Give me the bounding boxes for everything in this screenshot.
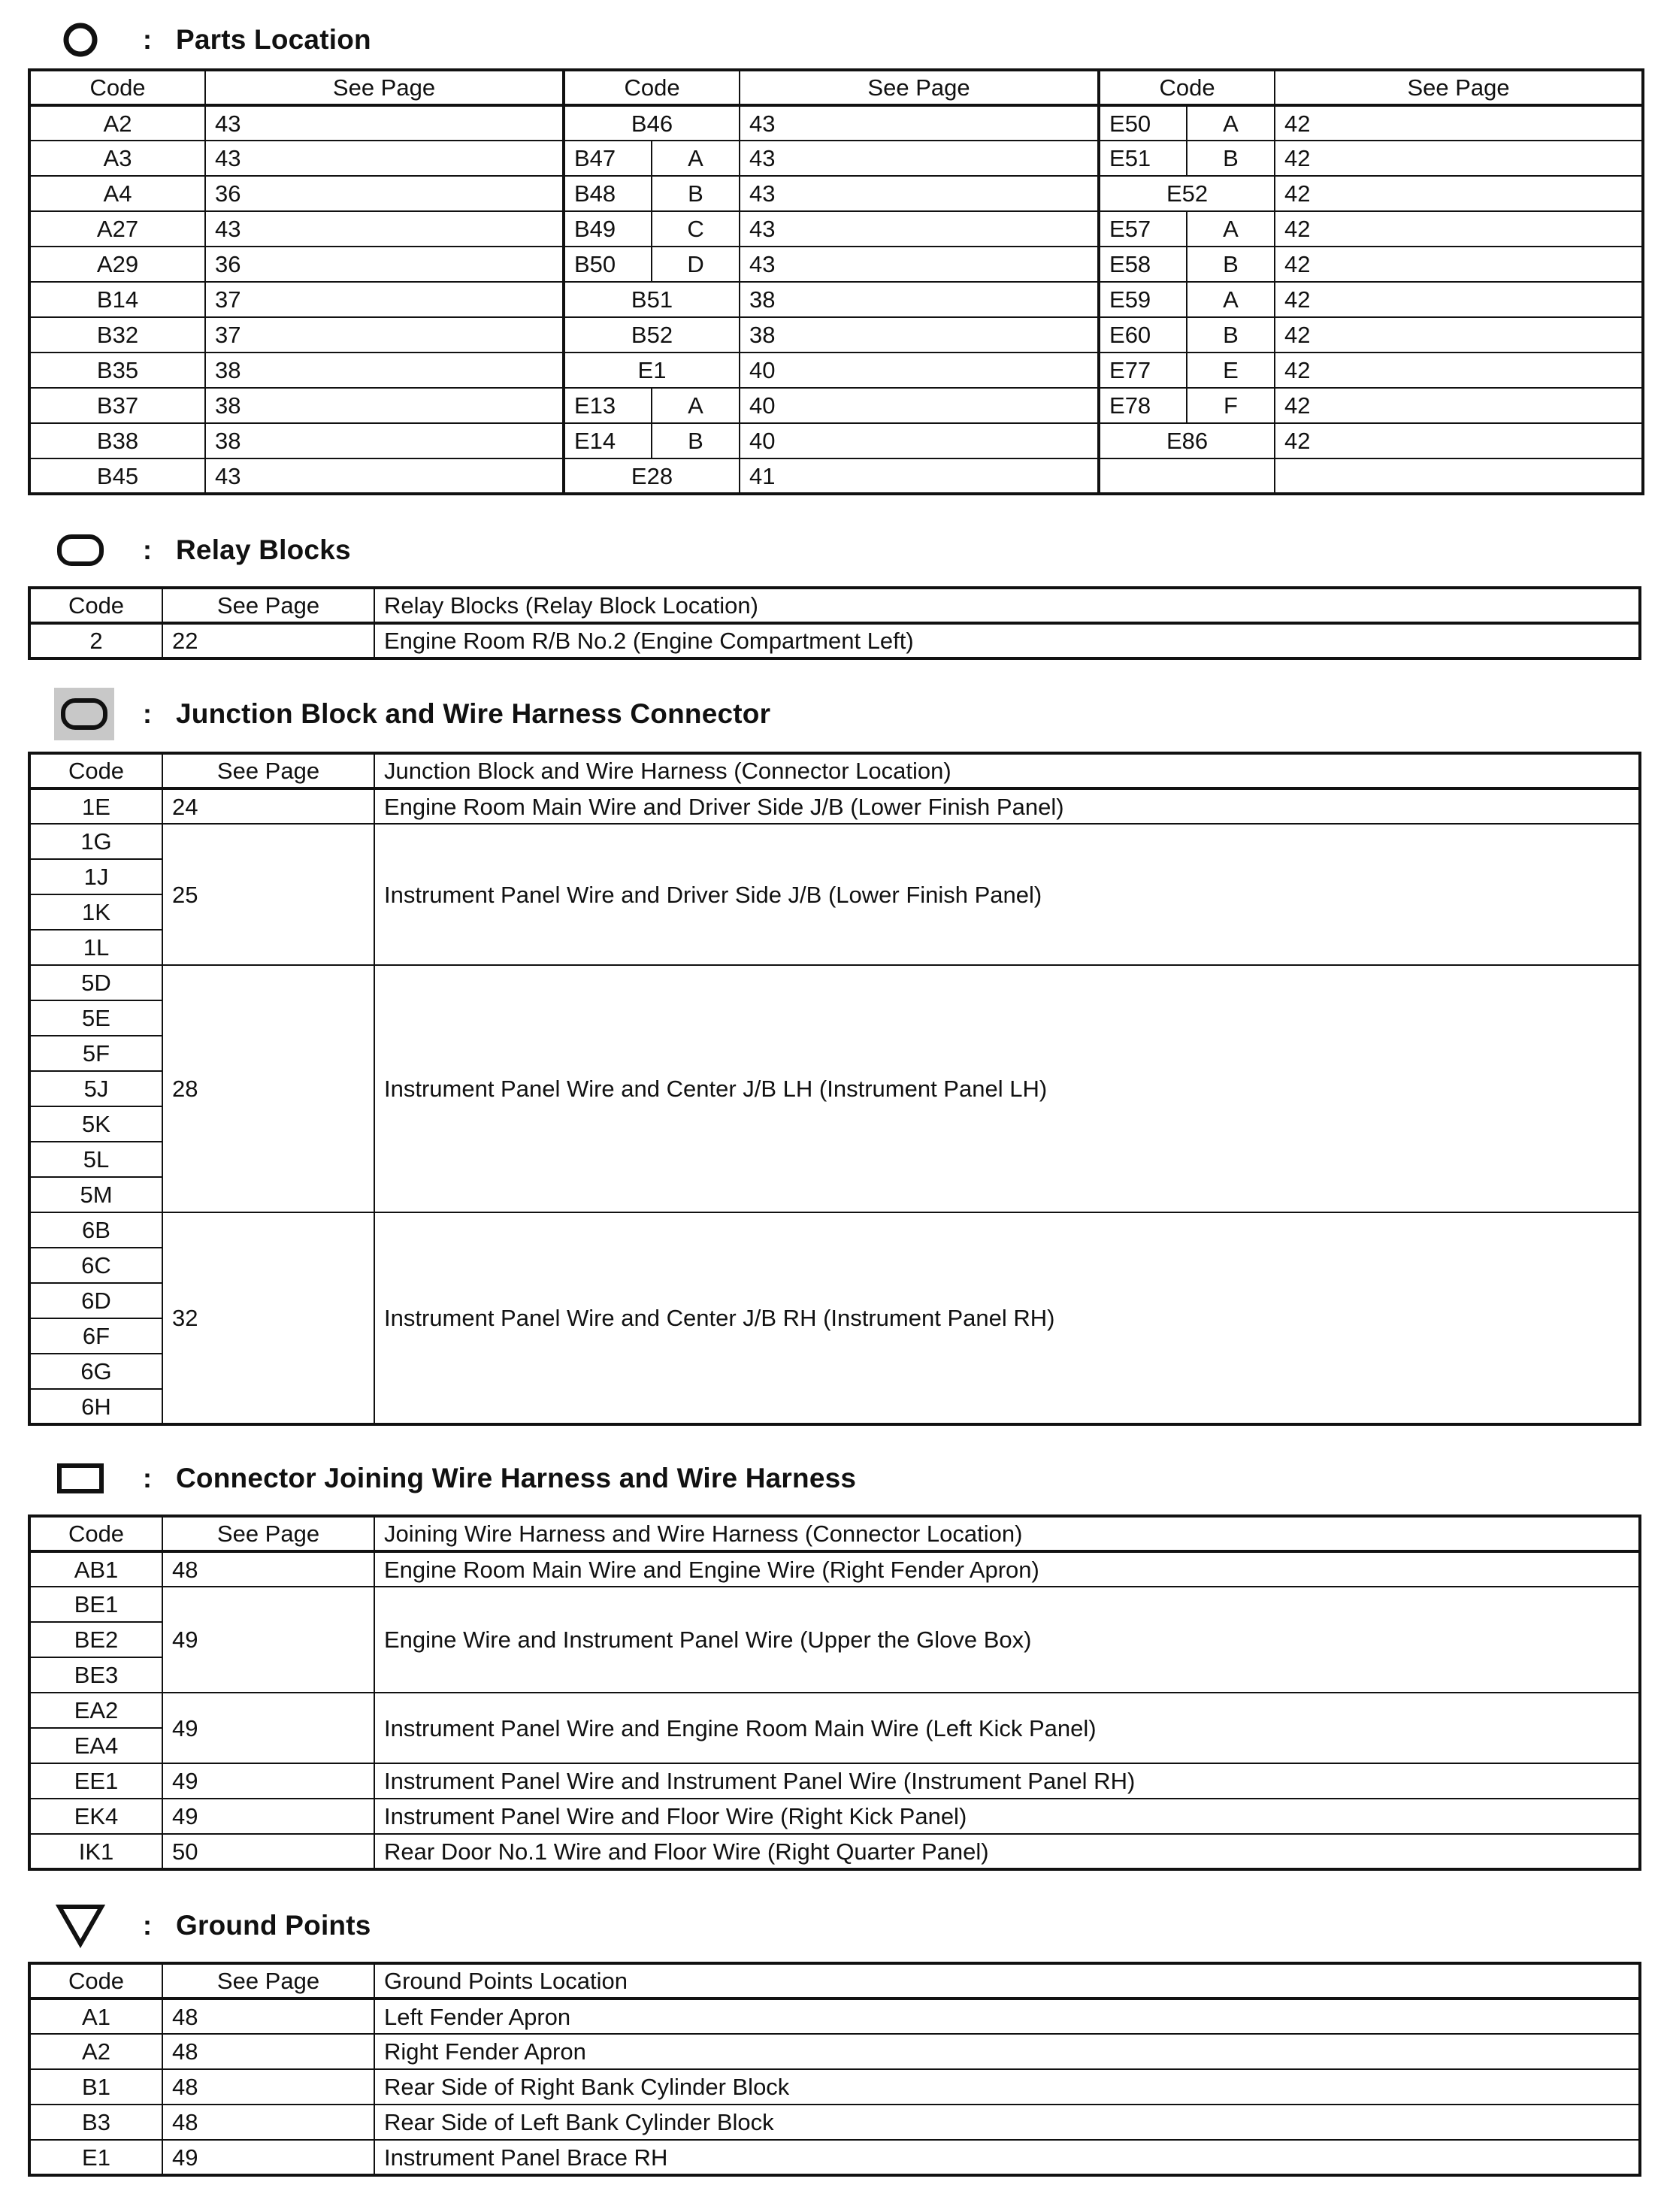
code-cell: B37 (29, 388, 205, 423)
page-cell: 32 (162, 1212, 374, 1424)
code-cell: 6B (29, 1212, 162, 1248)
code-cell: 6G (29, 1354, 162, 1389)
page-cell: 38 (740, 282, 1099, 317)
code-cell: EE1 (29, 1763, 162, 1799)
section-title: Junction Block and Wire Harness Connector (176, 698, 771, 729)
code-cell: B3 (29, 2105, 162, 2140)
column-header-description: Junction Block and Wire Harness (Connector Location) (374, 753, 1640, 788)
page-cell: 48 (162, 2105, 374, 2140)
colon: : (143, 534, 152, 565)
junction-block-table (28, 752, 1641, 1426)
parts-location-table (28, 68, 1644, 495)
page-cell: 49 (162, 1693, 374, 1763)
column-header-code: Code (29, 753, 162, 788)
code-cell: E59 (1099, 282, 1187, 317)
page-cell: 25 (162, 824, 374, 965)
page-cell: 41 (740, 458, 1099, 494)
header-row (29, 1516, 1640, 1551)
code-cell: E52 (1099, 176, 1275, 211)
description-cell: Left Fender Apron (374, 1999, 1640, 2034)
page-cell: 43 (740, 105, 1099, 141)
code-cell (1099, 458, 1275, 494)
triangle-down-icon (54, 1903, 107, 1948)
page-cell: 50 (162, 1834, 374, 1869)
code-cell: B14 (29, 282, 205, 317)
section-header-relay-blocks (54, 528, 351, 573)
code-cell: A4 (29, 176, 205, 211)
code-cell: B47 (564, 141, 652, 176)
code-cell: 1G (29, 824, 162, 859)
page-cell: 36 (205, 176, 564, 211)
table-row (29, 2069, 1640, 2105)
code-cell: A29 (29, 247, 205, 282)
code-cell: E51 (1099, 141, 1187, 176)
page-cell: 38 (740, 317, 1099, 353)
code-cell: EK4 (29, 1799, 162, 1834)
section-title: Parts Location (176, 24, 371, 55)
page-cell: 28 (162, 965, 374, 1212)
description-cell: Instrument Panel Wire and Instrument Panel Wire (Instrument Panel RH) (374, 1763, 1640, 1799)
page-cell: 43 (205, 141, 564, 176)
colon: : (143, 1910, 152, 1941)
code-cell: B45 (29, 458, 205, 494)
code-cell: 1L (29, 930, 162, 965)
table-row (29, 317, 1643, 353)
page-cell: 48 (162, 1999, 374, 2034)
table-row (29, 458, 1643, 494)
code-cell: BE2 (29, 1622, 162, 1657)
table-row (29, 1212, 1640, 1248)
page-cell: 38 (205, 388, 564, 423)
column-header-see-page: See Page (162, 588, 374, 623)
section-header-ground-points (54, 1903, 371, 1948)
rounded-rect-icon (54, 528, 107, 573)
rectangle-icon (54, 1456, 107, 1501)
code-cell: 5K (29, 1106, 162, 1142)
column-header-code: Code (1099, 70, 1275, 105)
code-cell: E77 (1099, 353, 1187, 388)
page-cell: 43 (740, 141, 1099, 176)
table-row (29, 1763, 1640, 1799)
page-cell: 40 (740, 388, 1099, 423)
sub-code-cell: B (1187, 317, 1275, 353)
column-header-description: Ground Points Location (374, 1963, 1640, 1999)
page-cell: 42 (1275, 176, 1643, 211)
code-cell: E60 (1099, 317, 1187, 353)
description-cell: Instrument Panel Wire and Driver Side J/B (Lower Finish Panel) (374, 824, 1640, 965)
page-cell: 42 (1275, 282, 1643, 317)
table-row (29, 1587, 1640, 1622)
description-cell: Instrument Panel Wire and Center J/B RH (Instrument Panel RH) (374, 1212, 1640, 1424)
description-cell: Engine Room Main Wire and Driver Side J/B (Lower Finish Panel) (374, 788, 1640, 824)
table-row (29, 282, 1643, 317)
page-cell: 49 (162, 1763, 374, 1799)
description-cell: Engine Wire and Instrument Panel Wire (Upper the Glove Box) (374, 1587, 1640, 1693)
code-cell: BE3 (29, 1657, 162, 1693)
code-cell: B46 (564, 105, 740, 141)
description-cell: Rear Door No.1 Wire and Floor Wire (Right Quarter Panel) (374, 1834, 1640, 1869)
table-row (29, 2140, 1640, 2175)
column-header-code: Code (29, 588, 162, 623)
page-cell: 42 (1275, 388, 1643, 423)
section-title: Ground Points (176, 1910, 371, 1941)
page-cell: 48 (162, 1551, 374, 1587)
table-row (29, 824, 1640, 859)
code-cell: 5J (29, 1071, 162, 1106)
table-row (29, 2034, 1640, 2069)
table-row (29, 1999, 1640, 2034)
page-cell: 42 (1275, 211, 1643, 247)
page-cell: 40 (740, 353, 1099, 388)
code-cell: E78 (1099, 388, 1187, 423)
code-cell: E1 (564, 353, 740, 388)
code-cell: E28 (564, 458, 740, 494)
code-cell: B35 (29, 353, 205, 388)
shaded-rounded-rect-icon (54, 688, 114, 740)
page-cell: 42 (1275, 141, 1643, 176)
page-cell: 40 (740, 423, 1099, 458)
column-header-description: Relay Blocks (Relay Block Location) (374, 588, 1640, 623)
code-cell: 5F (29, 1036, 162, 1071)
page-cell: 43 (740, 176, 1099, 211)
sub-code-cell: A (1187, 282, 1275, 317)
code-cell: EA4 (29, 1728, 162, 1763)
column-header-see-page: See Page (740, 70, 1099, 105)
code-cell: AB1 (29, 1551, 162, 1587)
relay-blocks-table (28, 586, 1641, 660)
description-cell: Rear Side of Right Bank Cylinder Block (374, 2069, 1640, 2105)
code-cell: B38 (29, 423, 205, 458)
description-cell: Instrument Panel Wire and Floor Wire (Right Kick Panel) (374, 1799, 1640, 1834)
page-cell: 37 (205, 317, 564, 353)
code-cell: B1 (29, 2069, 162, 2105)
colon: : (143, 698, 152, 729)
description-cell: Instrument Panel Wire and Center J/B LH (Instrument Panel LH) (374, 965, 1640, 1212)
description-cell: Engine Room R/B No.2 (Engine Compartment Left) (374, 623, 1640, 658)
column-header-see-page: See Page (205, 70, 564, 105)
table-row (29, 176, 1643, 211)
column-header-see-page: See Page (162, 1963, 374, 1999)
code-cell: 6H (29, 1389, 162, 1424)
page-cell: 43 (740, 247, 1099, 282)
sub-code-cell: D (652, 247, 740, 282)
page-cell: 24 (162, 788, 374, 824)
header-row (29, 588, 1640, 623)
page-cell: 37 (205, 282, 564, 317)
code-cell: B32 (29, 317, 205, 353)
code-cell: 5D (29, 965, 162, 1000)
colon: : (143, 24, 152, 55)
column-header-code: Code (29, 1516, 162, 1551)
code-cell: A2 (29, 105, 205, 141)
table-row (29, 423, 1643, 458)
section-title: Connector Joining Wire Harness and Wire Harness (176, 1463, 857, 1493)
page-cell: 49 (162, 2140, 374, 2175)
page-cell: 22 (162, 623, 374, 658)
code-cell: 5E (29, 1000, 162, 1036)
code-cell: B51 (564, 282, 740, 317)
page-cell: 42 (1275, 423, 1643, 458)
page-cell: 43 (205, 458, 564, 494)
code-cell: A3 (29, 141, 205, 176)
column-header-description: Joining Wire Harness and Wire Harness (Connector Location) (374, 1516, 1640, 1551)
code-cell: B50 (564, 247, 652, 282)
code-cell: E86 (1099, 423, 1275, 458)
code-cell: 2 (29, 623, 162, 658)
page-cell: 48 (162, 2034, 374, 2069)
table-row (29, 623, 1640, 658)
page-cell: 43 (740, 211, 1099, 247)
code-cell: E14 (564, 423, 652, 458)
page-cell: 43 (205, 105, 564, 141)
sub-code-cell: C (652, 211, 740, 247)
circle-icon (54, 17, 107, 62)
section-header-connector-joining (54, 1456, 856, 1501)
table-row (29, 211, 1643, 247)
sub-code-cell: B (652, 176, 740, 211)
table-row (29, 1551, 1640, 1587)
table-row (29, 1799, 1640, 1834)
code-cell: 6D (29, 1283, 162, 1318)
code-cell: 6C (29, 1248, 162, 1283)
sub-code-cell: A (652, 141, 740, 176)
page-cell: 48 (162, 2069, 374, 2105)
column-header-code: Code (564, 70, 740, 105)
ground-points-table (28, 1962, 1641, 2177)
table-row (29, 247, 1643, 282)
code-cell: E50 (1099, 105, 1187, 141)
code-cell: B49 (564, 211, 652, 247)
description-cell: Right Fender Apron (374, 2034, 1640, 2069)
code-cell: E1 (29, 2140, 162, 2175)
sub-code-cell: E (1187, 353, 1275, 388)
code-cell: 5M (29, 1177, 162, 1212)
sub-code-cell: A (1187, 211, 1275, 247)
section-header-junction-block (54, 691, 770, 737)
page-cell: 49 (162, 1587, 374, 1693)
column-header-see-page: See Page (1275, 70, 1643, 105)
table-row (29, 788, 1640, 824)
code-cell: EA2 (29, 1693, 162, 1728)
page-cell: 49 (162, 1799, 374, 1834)
column-header-code: Code (29, 70, 205, 105)
code-cell: 1E (29, 788, 162, 824)
table-row (29, 2105, 1640, 2140)
table-row (29, 105, 1643, 141)
table-row (29, 141, 1643, 176)
column-header-see-page: See Page (162, 753, 374, 788)
description-cell: Rear Side of Left Bank Cylinder Block (374, 2105, 1640, 2140)
sub-code-cell: B (652, 423, 740, 458)
code-cell: BE1 (29, 1587, 162, 1622)
code-cell: A1 (29, 1999, 162, 2034)
table-row (29, 1693, 1640, 1728)
sub-code-cell: B (1187, 247, 1275, 282)
code-cell: A2 (29, 2034, 162, 2069)
header-row (29, 1963, 1640, 1999)
header-row (29, 70, 1643, 105)
code-cell: B48 (564, 176, 652, 211)
table-row (29, 388, 1643, 423)
code-cell: 1K (29, 894, 162, 930)
column-header-code: Code (29, 1963, 162, 1999)
code-cell: E13 (564, 388, 652, 423)
code-cell: B52 (564, 317, 740, 353)
page-cell: 42 (1275, 247, 1643, 282)
page-cell: 43 (205, 211, 564, 247)
sub-code-cell: B (1187, 141, 1275, 176)
code-cell: 6F (29, 1318, 162, 1354)
page-cell: 42 (1275, 105, 1643, 141)
section-header-parts-location (54, 17, 371, 62)
description-cell: Instrument Panel Brace RH (374, 2140, 1640, 2175)
page-cell: 36 (205, 247, 564, 282)
page-cell (1275, 458, 1643, 494)
section-title: Relay Blocks (176, 534, 351, 565)
connector-joining-table (28, 1515, 1641, 1871)
code-cell: E57 (1099, 211, 1187, 247)
page-cell: 38 (205, 353, 564, 388)
sub-code-cell: A (652, 388, 740, 423)
code-cell: 5L (29, 1142, 162, 1177)
code-cell: A27 (29, 211, 205, 247)
table-row (29, 353, 1643, 388)
table-row (29, 1834, 1640, 1869)
header-row (29, 753, 1640, 788)
table-row (29, 965, 1640, 1000)
column-header-see-page: See Page (162, 1516, 374, 1551)
description-cell: Instrument Panel Wire and Engine Room Main Wire (Left Kick Panel) (374, 1693, 1640, 1763)
description-cell: Engine Room Main Wire and Engine Wire (Right Fender Apron) (374, 1551, 1640, 1587)
page-cell: 42 (1275, 317, 1643, 353)
code-cell: 1J (29, 859, 162, 894)
page-cell: 38 (205, 423, 564, 458)
code-cell: IK1 (29, 1834, 162, 1869)
code-cell: E58 (1099, 247, 1187, 282)
sub-code-cell: F (1187, 388, 1275, 423)
colon: : (143, 1463, 152, 1493)
page-cell: 42 (1275, 353, 1643, 388)
sub-code-cell: A (1187, 105, 1275, 141)
